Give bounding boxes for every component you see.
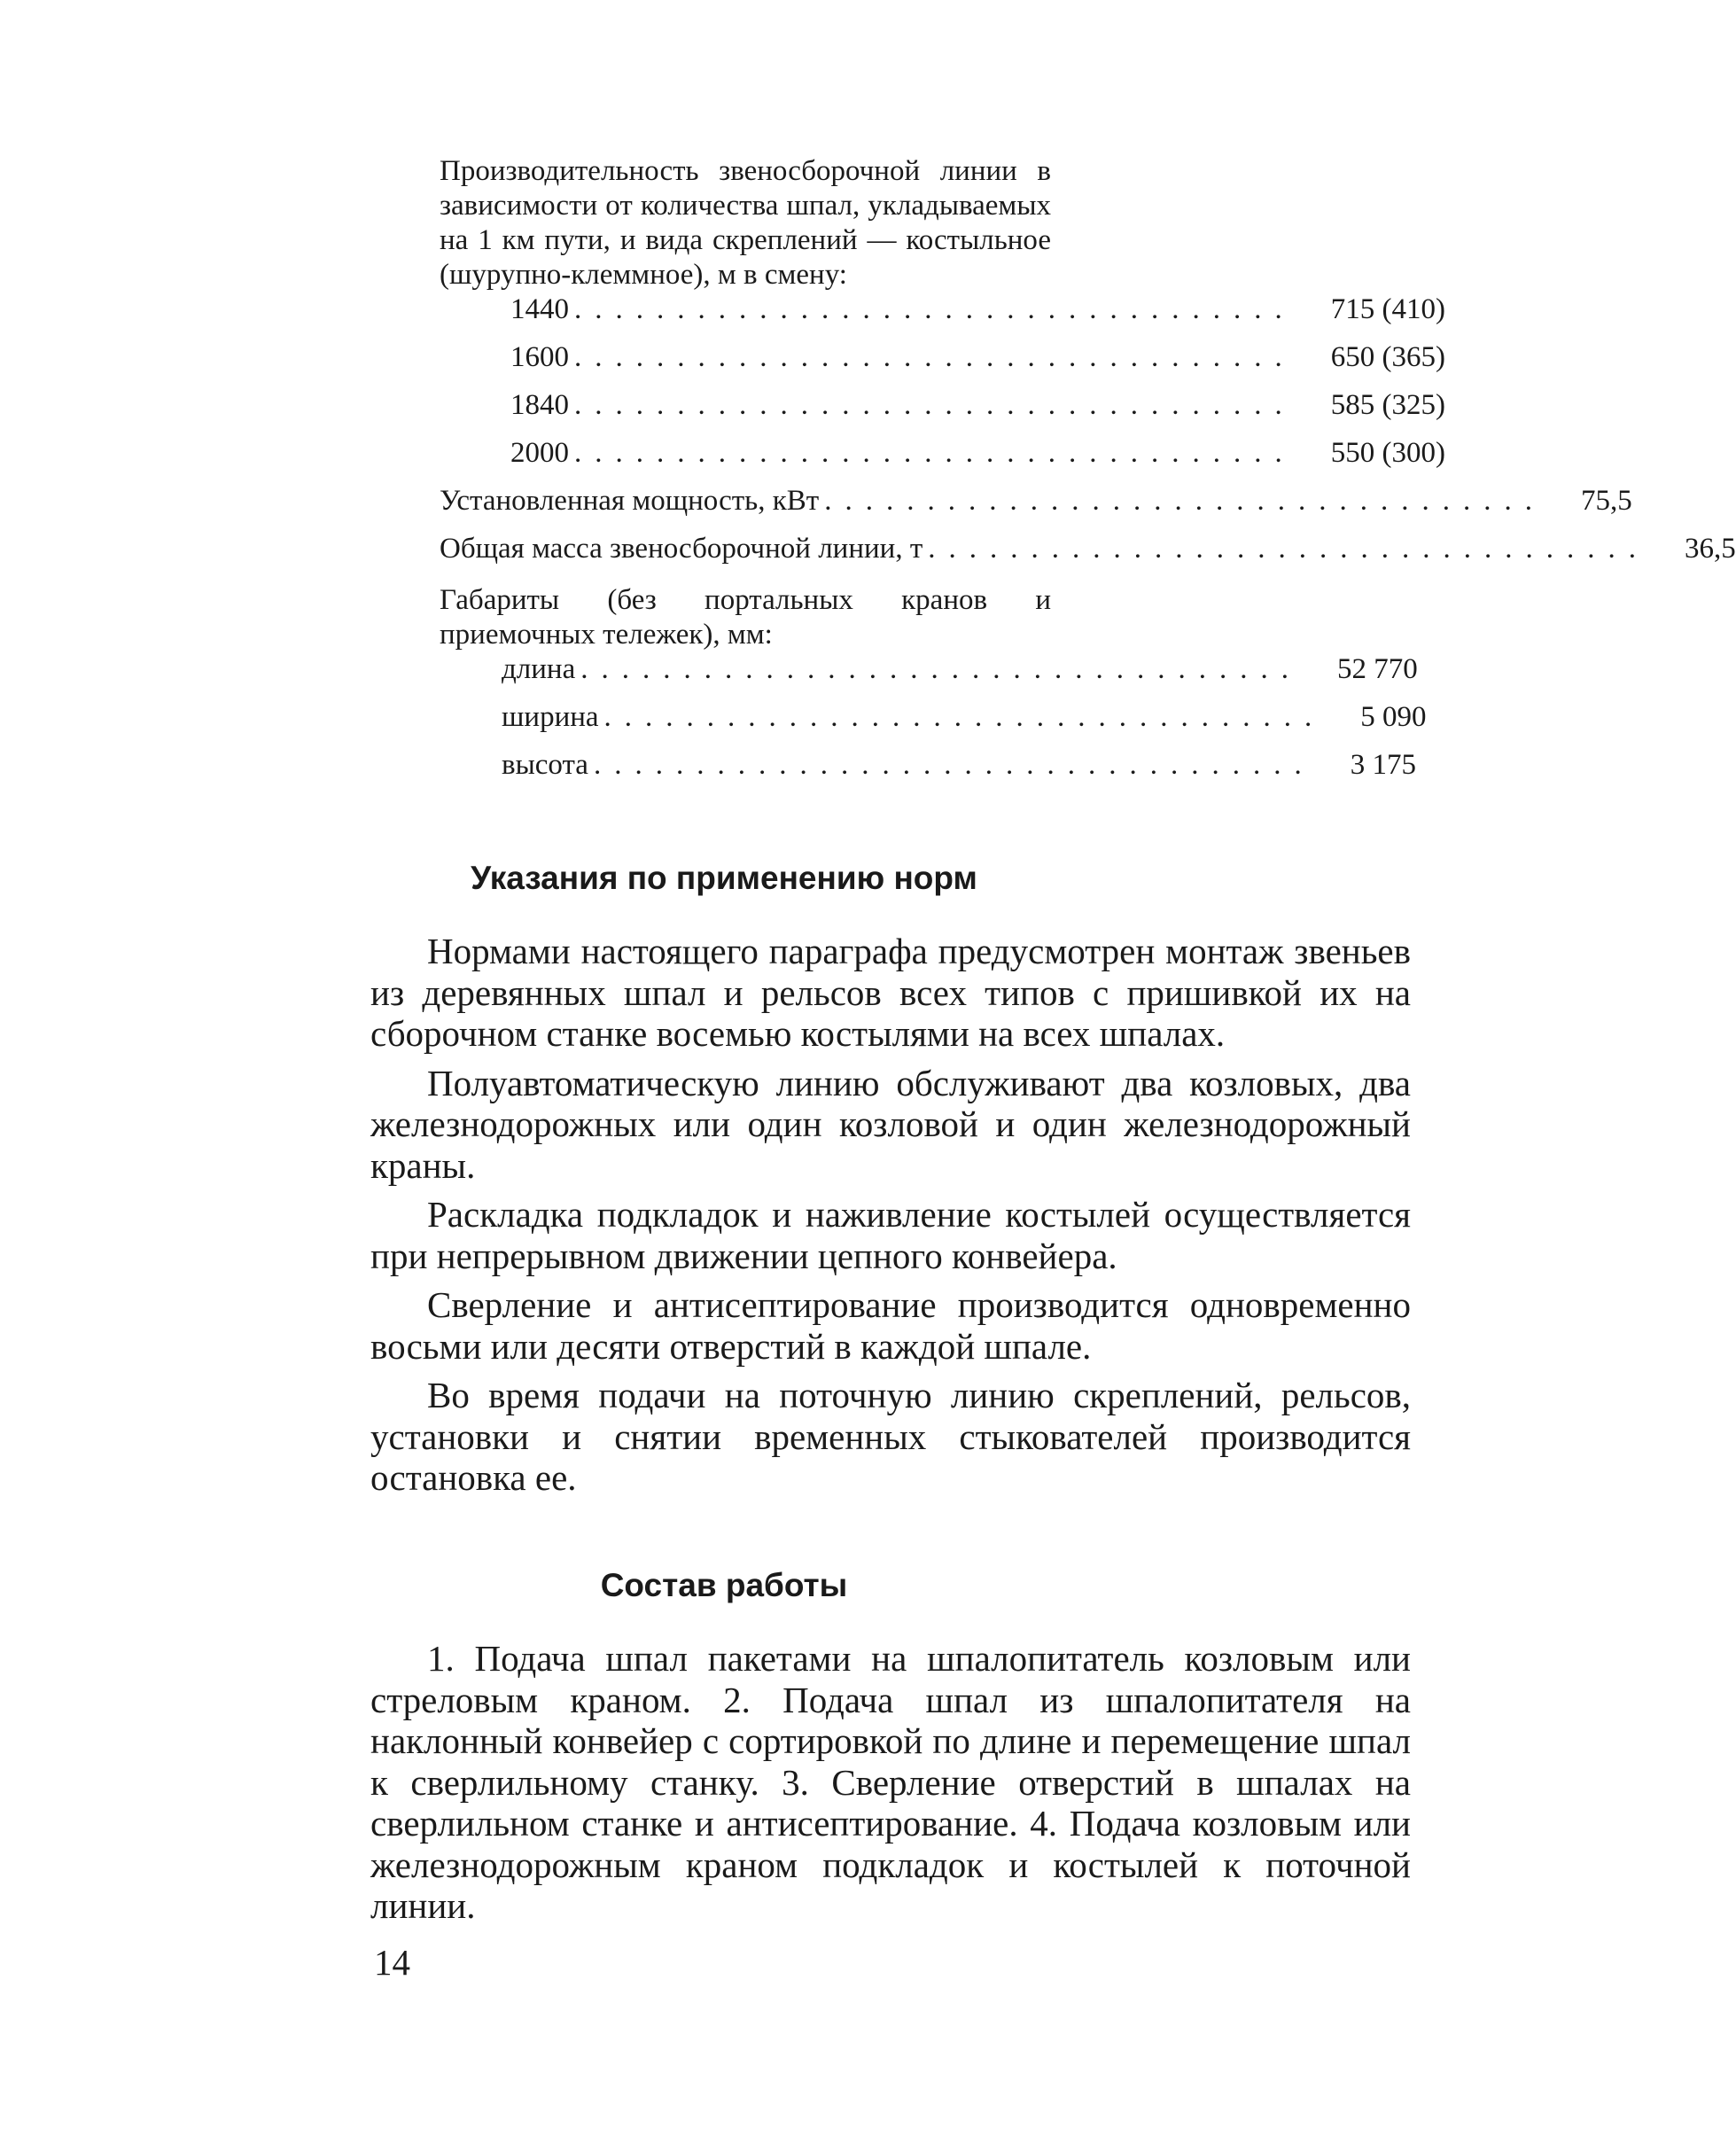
paragraph: 1. Подача шпал пакетами на шпалопитатель козловым или стреловым краном. 2. Подача шпал из шпалопитателя на наклонный конвейер с сортировкой по длине и перемещение шпал к сверлильному станку. 3. Сверление отверстий в шпалах на сверлильном станке и антисептирование. 4. Подача козловым или железнодорожным краном подкладок и костылей к поточной линии. bbox=[370, 1638, 1411, 1926]
spec-row-label: ширина bbox=[502, 701, 599, 733]
spec-row-value: 36,5 bbox=[1685, 533, 1736, 565]
spec-row-value: 715 (410) bbox=[1330, 293, 1445, 325]
paragraph: Раскладка подкладок и наживление костылей осуществляется при непрерывном движении цепного конвейера. bbox=[370, 1194, 1411, 1276]
spec-row-value: 75,5 bbox=[1580, 485, 1632, 517]
spec-row-value: 585 (325) bbox=[1330, 389, 1445, 421]
spec-row-value: 3 175 bbox=[1350, 749, 1416, 781]
spec-row-1440 bbox=[440, 292, 1445, 340]
spec-row-value: 52 770 bbox=[1336, 653, 1418, 685]
spec-row-label: 1600 bbox=[510, 341, 569, 373]
leader-dots: ................................... bbox=[603, 701, 1326, 733]
leader-dots: ................................... bbox=[574, 437, 1296, 469]
spec-row-width bbox=[440, 700, 1427, 748]
spec-row-label: высота bbox=[502, 749, 588, 781]
specifications-block bbox=[440, 154, 1736, 796]
specs-intro: Производительность звеносборочной линии в зависимости от количества шпал, укладываемых на 1 км пути, и вида скреплений — костыльное (шурупно-клеммное), м в смену: bbox=[440, 155, 1051, 291]
spec-row-mass bbox=[440, 532, 1736, 580]
spec-row-label: 1840 bbox=[510, 389, 569, 421]
spec-row-2000 bbox=[440, 436, 1445, 484]
spec-row-label: Общая масса звеносборочной линии, т bbox=[440, 533, 923, 565]
paragraph: Сверление и антисептирование производится одновременно восьми или десяти отверстий в каждой шпале. bbox=[370, 1284, 1411, 1367]
page-number: 14 bbox=[374, 1942, 410, 1983]
section-heading-work: Состав работы bbox=[600, 1567, 848, 1603]
norms-text bbox=[370, 931, 1411, 1507]
spec-row-length bbox=[440, 652, 1418, 700]
paragraph: Во время подачи на поточную линию скреплений, рельсов, установки и снятии временных стыкователей производится остановка ее. bbox=[370, 1375, 1411, 1498]
spec-row-height bbox=[440, 748, 1416, 796]
work-text bbox=[370, 1638, 1411, 1935]
section-heading-norms: Указания по применению норм bbox=[471, 860, 977, 896]
spec-row-power bbox=[440, 484, 1632, 532]
spec-row-label: Установленная мощность, кВт bbox=[440, 485, 820, 517]
leader-dots: ................................... bbox=[574, 389, 1296, 421]
spec-row-1600 bbox=[440, 340, 1445, 388]
leader-dots: ................................... bbox=[574, 293, 1296, 325]
spec-row-value: 650 (365) bbox=[1330, 341, 1445, 373]
leader-dots: ................................... bbox=[928, 533, 1649, 565]
paragraph: Полуавтоматическую линию обслуживают два козловых, два железнодорожных или один козловой и один железнодорожный краны. bbox=[370, 1062, 1411, 1186]
dimensions-title-text: Габариты (без портальных кранов и приемочных тележек), мм: bbox=[440, 584, 1051, 651]
leader-dots: ................................... bbox=[580, 653, 1302, 685]
paragraph: Нормами настоящего параграфа предусмотрен монтаж звеньев из деревянных шпал и рельсов всех типов с пришивкой их на сборочном станке восемью костылями на всех шпалах. bbox=[370, 931, 1411, 1054]
spec-row-label: 2000 bbox=[510, 437, 569, 469]
spec-row-1840 bbox=[440, 388, 1445, 436]
leader-dots: ................................... bbox=[593, 749, 1315, 781]
leader-dots: ................................... bbox=[824, 485, 1545, 517]
spec-row-value: 5 090 bbox=[1360, 701, 1427, 733]
spec-row-label: длина bbox=[502, 653, 576, 685]
leader-dots: ................................... bbox=[574, 341, 1296, 373]
spec-row-value: 550 (300) bbox=[1330, 437, 1445, 469]
spec-row-label: 1440 bbox=[510, 293, 569, 325]
dimensions-title bbox=[440, 583, 1051, 652]
